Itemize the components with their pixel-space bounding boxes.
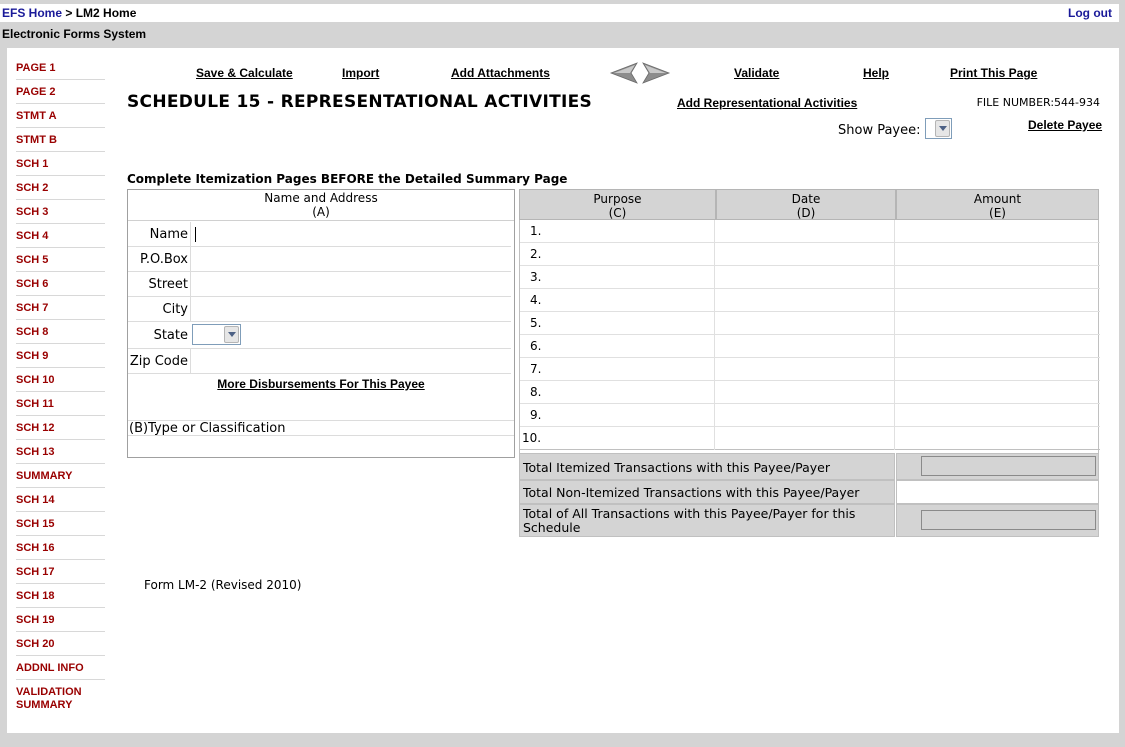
- table-row: [520, 427, 1100, 450]
- row-number: 1.: [530, 224, 542, 238]
- sidebar-item-page-2[interactable]: PAGE 2: [16, 80, 105, 104]
- amount-column-header: [896, 189, 1099, 220]
- show-payee-label: Show Payee:: [838, 123, 921, 138]
- text-cursor: [195, 227, 196, 242]
- table-row: [520, 243, 1100, 266]
- date-cell[interactable]: [714, 404, 894, 427]
- state-select[interactable]: [192, 324, 241, 345]
- transactions-body: [519, 220, 1099, 453]
- row-number: 3.: [530, 270, 542, 284]
- zip-label: Zip Code: [129, 354, 188, 369]
- row-number: 9.: [530, 408, 542, 422]
- sidebar-item-sch-2[interactable]: SCH 2: [16, 176, 105, 200]
- amount-cell[interactable]: [894, 243, 1098, 266]
- row-number: 10.: [522, 431, 542, 445]
- amount-cell[interactable]: [894, 381, 1098, 404]
- sidebar-item-sch-1[interactable]: SCH 1: [16, 152, 105, 176]
- name-label: Name: [149, 227, 188, 242]
- table-row: [520, 312, 1100, 335]
- pobox-label: P.O.Box: [140, 252, 188, 267]
- date-cell[interactable]: [714, 335, 894, 358]
- pobox-row: [128, 247, 511, 272]
- sidebar-item-sch-3[interactable]: SCH 3: [16, 200, 105, 224]
- name-address-header-title: Name and Address: [264, 191, 378, 205]
- street-label: Street: [148, 277, 188, 292]
- total-all-label-line2: Schedule: [523, 520, 581, 535]
- city-row: [128, 297, 511, 322]
- sidebar-item-sch-19[interactable]: SCH 19: [16, 608, 105, 632]
- total-all-label: [519, 504, 895, 537]
- show-payee-select[interactable]: [925, 118, 952, 139]
- date-column-header: [716, 189, 896, 220]
- sidebar-item-validation-summary[interactable]: [16, 680, 105, 714]
- chevron-down-icon: [228, 332, 236, 338]
- main-panel: [119, 48, 1119, 733]
- total-all-cell: [896, 504, 1099, 537]
- table-row: [520, 289, 1100, 312]
- print-page-button[interactable]: Print This Page: [950, 66, 1038, 80]
- sidebar-item-stmt-a[interactable]: STMT A: [16, 104, 105, 128]
- street-input[interactable]: [190, 272, 511, 296]
- zip-input[interactable]: [190, 349, 511, 373]
- date-cell[interactable]: [714, 243, 894, 266]
- next-page-arrow-icon[interactable]: [643, 63, 669, 83]
- efs-home-link[interactable]: EFS Home: [2, 6, 63, 20]
- date-cell[interactable]: [714, 427, 894, 450]
- table-row: [520, 381, 1100, 404]
- sidebar-item-sch-15[interactable]: SCH 15: [16, 512, 105, 536]
- total-non-itemized-input[interactable]: [896, 480, 1099, 504]
- total-all-field: [921, 510, 1096, 530]
- validation-summary-line1: VALIDATION: [16, 686, 82, 698]
- table-row: [520, 266, 1100, 289]
- date-cell[interactable]: [714, 312, 894, 335]
- amount-header-letter: (E): [989, 206, 1006, 220]
- row-number: 7.: [530, 362, 542, 376]
- name-address-header-letter: (A): [312, 205, 330, 219]
- instruction-text: Complete Itemization Pages BEFORE the Detailed Summary Page: [127, 172, 568, 186]
- breadcrumb: [2, 6, 136, 20]
- sidebar-item-sch-18[interactable]: SCH 18: [16, 584, 105, 608]
- sidebar-item-sch-10[interactable]: SCH 10: [16, 368, 105, 392]
- name-row: [128, 222, 511, 247]
- page-title: SCHEDULE 15 - REPRESENTATIONAL ACTIVITIES: [127, 92, 593, 112]
- row-number: 4.: [530, 293, 542, 307]
- top-bar: [0, 4, 1119, 22]
- transactions-table: [519, 189, 1099, 537]
- pobox-input[interactable]: [190, 247, 511, 271]
- total-itemized-label: Total Itemized Transactions with this Payee/Payer: [519, 453, 895, 480]
- page-navigation: [609, 62, 671, 84]
- total-all-label-line1: Total of All Transactions with this Payee/Payer for this: [523, 506, 856, 521]
- name-input[interactable]: [190, 222, 511, 246]
- amount-cell[interactable]: [894, 335, 1098, 358]
- amount-cell[interactable]: [894, 427, 1098, 450]
- sidebar-item-sch-5[interactable]: SCH 5: [16, 248, 105, 272]
- purpose-column-header: [519, 189, 716, 220]
- sidebar: [7, 48, 119, 733]
- row-number: 2.: [530, 247, 542, 261]
- name-address-header: [128, 190, 514, 221]
- zip-row: [128, 349, 511, 374]
- sidebar-item-sch-8[interactable]: SCH 8: [16, 320, 105, 344]
- state-label: State: [153, 328, 188, 343]
- date-cell[interactable]: [714, 266, 894, 289]
- add-representational-activities-link[interactable]: Add Representational Activities: [677, 96, 858, 110]
- sidebar-item-summary[interactable]: SUMMARY: [16, 464, 105, 488]
- help-button[interactable]: Help: [863, 66, 890, 80]
- name-address-table: [127, 189, 515, 458]
- table-row: [520, 358, 1100, 381]
- sidebar-item-sch-4[interactable]: SCH 4: [16, 224, 105, 248]
- delete-payee-link[interactable]: Delete Payee: [1028, 118, 1103, 132]
- import-button[interactable]: Import: [342, 66, 380, 80]
- previous-page-arrow-icon[interactable]: [611, 63, 637, 83]
- sidebar-item-sch-7[interactable]: SCH 7: [16, 296, 105, 320]
- sidebar-item-page-1[interactable]: PAGE 1: [16, 56, 105, 80]
- date-cell[interactable]: [714, 220, 894, 243]
- state-dropdown-button[interactable]: [224, 326, 239, 343]
- date-header-title: Date: [791, 192, 821, 206]
- state-row: [128, 322, 511, 349]
- save-calculate-button[interactable]: Save & Calculate: [196, 66, 293, 80]
- amount-cell[interactable]: [894, 220, 1098, 243]
- table-row: [520, 335, 1100, 358]
- amount-cell[interactable]: [894, 289, 1098, 312]
- sidebar-item-stmt-b[interactable]: STMT B: [16, 128, 105, 152]
- city-input[interactable]: [190, 297, 511, 321]
- add-attachments-button[interactable]: Add Attachments: [451, 66, 550, 80]
- validation-summary-line2: SUMMARY: [16, 699, 73, 711]
- amount-cell[interactable]: [894, 358, 1098, 381]
- date-cell[interactable]: [714, 381, 894, 404]
- city-label: City: [162, 302, 188, 317]
- validate-button[interactable]: Validate: [734, 66, 780, 80]
- sidebar-item-sch-12[interactable]: SCH 12: [16, 416, 105, 440]
- sidebar-item-sch-13[interactable]: SCH 13: [16, 440, 105, 464]
- table-row: [520, 220, 1100, 243]
- chevron-down-icon: [939, 126, 947, 132]
- breadcrumb-current: LM2 Home: [75, 6, 137, 20]
- table-row: [520, 404, 1100, 427]
- purpose-header-title: Purpose: [593, 192, 642, 206]
- sidebar-item-addnl-info[interactable]: ADDNL INFO: [16, 656, 105, 680]
- purpose-header-letter: (C): [608, 206, 627, 220]
- row-number: 8.: [530, 385, 542, 399]
- amount-cell[interactable]: [894, 312, 1098, 335]
- sidebar-item-sch-17[interactable]: SCH 17: [16, 560, 105, 584]
- street-row: [128, 272, 511, 297]
- sidebar-item-sch-20[interactable]: SCH 20: [16, 632, 105, 656]
- sidebar-item-sch-6[interactable]: SCH 6: [16, 272, 105, 296]
- total-non-itemized-label: Total Non-Itemized Transactions with this Payee/Payer: [519, 480, 895, 504]
- date-cell[interactable]: [714, 289, 894, 312]
- form-revision-label: Form LM-2 (Revised 2010): [144, 578, 302, 592]
- date-header-letter: (D): [796, 206, 816, 220]
- amount-cell[interactable]: [894, 266, 1098, 289]
- date-cell[interactable]: [714, 358, 894, 381]
- sidebar-item-sch-11[interactable]: SCH 11: [16, 392, 105, 416]
- logout-link[interactable]: Log out: [1068, 6, 1112, 20]
- type-classification-label: (B)Type or Classification: [128, 420, 514, 436]
- amount-cell[interactable]: [894, 404, 1098, 427]
- total-itemized-field: [921, 456, 1096, 476]
- sidebar-item-sch-16[interactable]: SCH 16: [16, 536, 105, 560]
- breadcrumb-separator: >: [62, 6, 76, 20]
- sidebar-item-sch-9[interactable]: SCH 9: [16, 344, 105, 368]
- row-number: 6.: [530, 339, 542, 353]
- row-number: 5.: [530, 316, 542, 330]
- sidebar-item-sch-14[interactable]: SCH 14: [16, 488, 105, 512]
- file-number: FILE NUMBER:544-934: [976, 96, 1100, 109]
- more-disbursements-link[interactable]: More Disbursements For This Payee: [217, 377, 425, 391]
- total-itemized-cell: [896, 453, 1099, 480]
- amount-header-title: Amount: [973, 192, 1022, 206]
- app-subtitle: Electronic Forms System: [2, 27, 147, 41]
- show-payee-dropdown-button[interactable]: [935, 120, 950, 137]
